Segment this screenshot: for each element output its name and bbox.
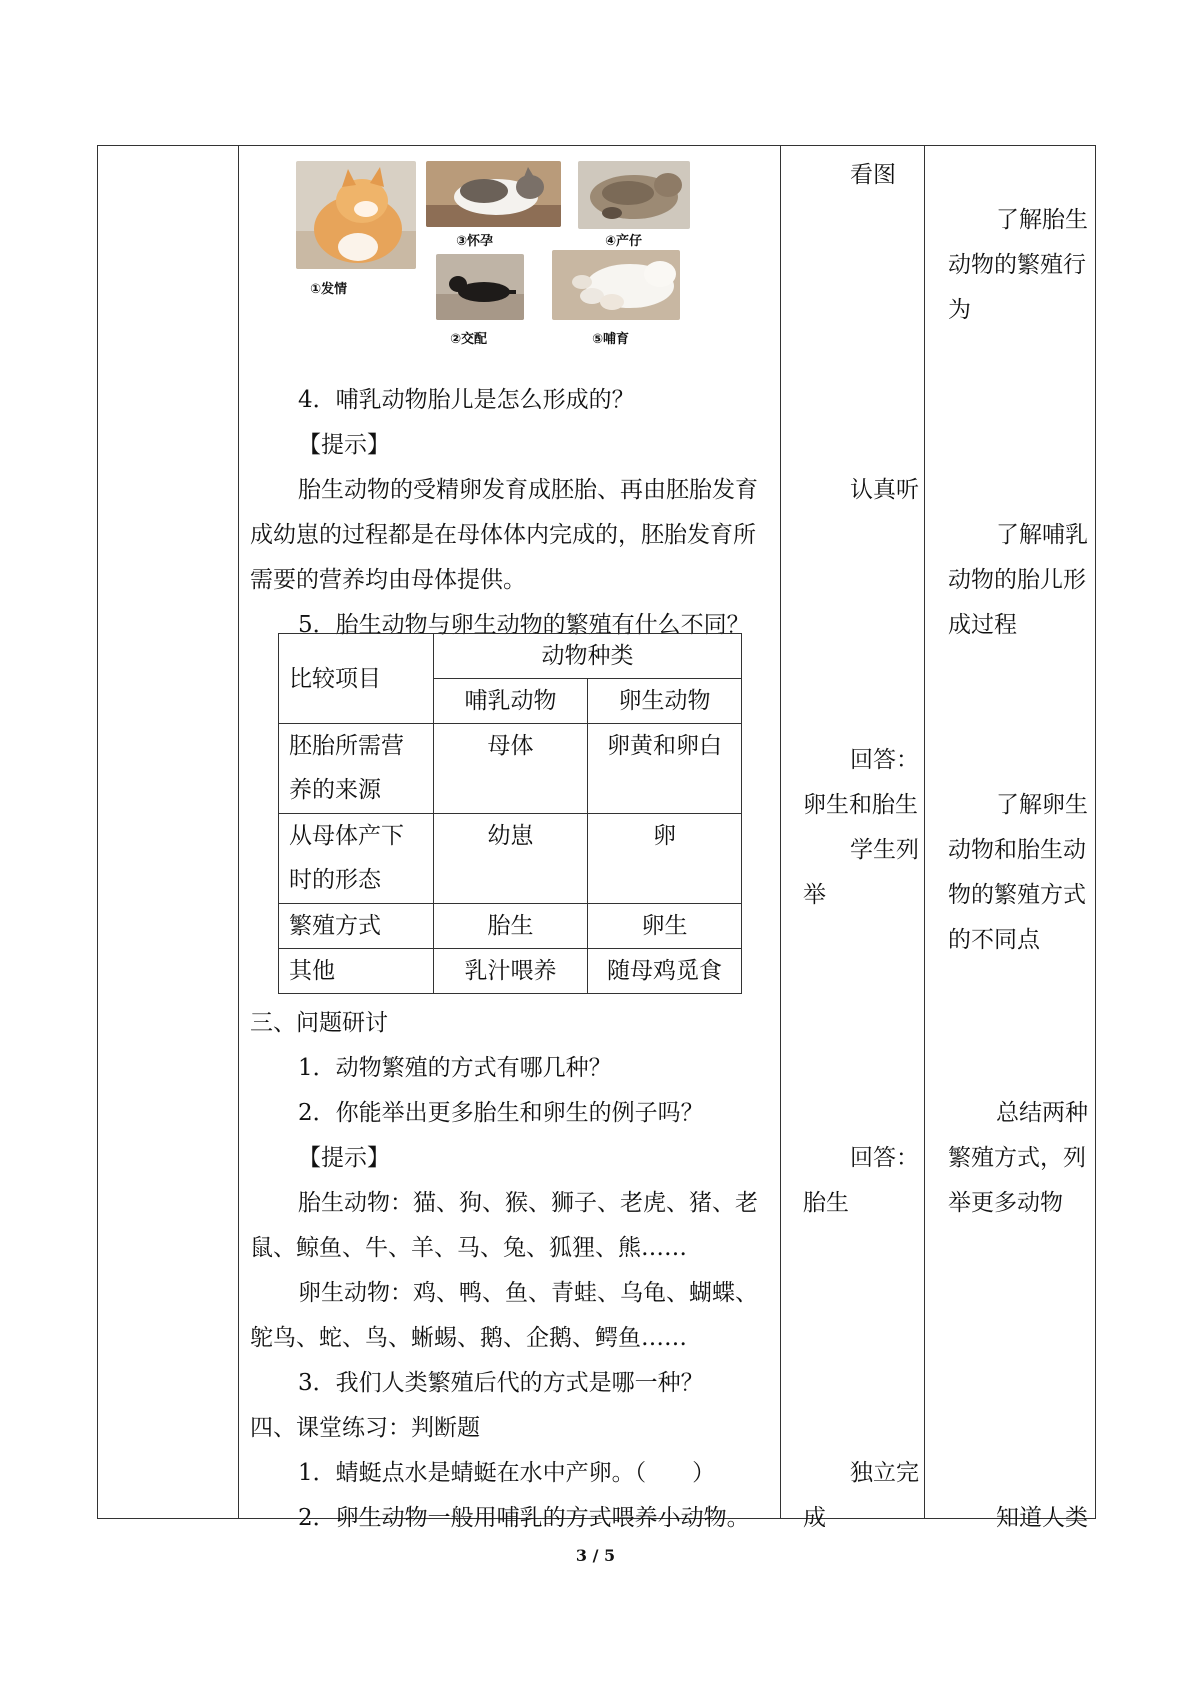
oviparous-examples: 卵生动物：鸡、鸭、鱼、青蛙、乌龟、蝴蝶、 — [298, 1280, 758, 1306]
student-activity: 成 — [803, 1505, 826, 1531]
table-cell: 母体 — [434, 724, 588, 814]
student-activity: 回答： — [850, 1145, 919, 1171]
design-intent: 总结两种 — [996, 1100, 1088, 1126]
question-4: 4．哺乳动物胎儿是怎么形成的？ — [298, 387, 635, 413]
s4-question-2: 2．卵生动物一般用哺乳的方式喂养小动物。 — [298, 1505, 750, 1531]
table-header-mammal: 哺乳动物 — [434, 679, 588, 724]
student-activity: 举 — [803, 882, 826, 908]
table-cell: 幼崽 — [434, 814, 588, 904]
cat-mating-photo — [436, 254, 524, 320]
hint-label: 【提示】 — [298, 432, 390, 458]
cat-nursing-photo — [552, 250, 680, 320]
comparison-table — [278, 633, 742, 994]
image-caption: ③怀孕 — [456, 234, 494, 249]
table-cell: 随母鸡觅食 — [588, 949, 742, 994]
design-intent: 动物的胎儿形 — [948, 567, 1086, 593]
design-intent: 为 — [948, 297, 971, 323]
s3-question-1: 1．动物繁殖的方式有哪几种？ — [298, 1055, 612, 1081]
table-row-label: 其他 — [279, 949, 434, 994]
table-header-compare: 比较项目 — [279, 634, 434, 724]
student-activity: 胎生 — [803, 1190, 849, 1216]
design-intent: 了解胎生 — [996, 207, 1088, 233]
table-row-label: 胚胎所需营 养的来源 — [279, 724, 434, 814]
student-activity: 学生列 — [850, 837, 919, 863]
page-number: 3 / 5 — [575, 1546, 616, 1565]
hint-text-line: 需要的营养均由母体提供。 — [250, 567, 526, 593]
table-cell: 卵生 — [588, 904, 742, 949]
table-header-kind: 动物种类 — [434, 634, 742, 679]
image-caption: ④产仔 — [605, 234, 643, 249]
hint-label: 【提示】 — [298, 1145, 390, 1171]
cat-birth-photo — [578, 161, 690, 229]
table-cell: 卵 — [588, 814, 742, 904]
student-activity: 回答： — [850, 747, 919, 773]
question-5: 5．胎生动物与卵生动物的繁殖有什么不同？ — [298, 612, 750, 638]
table-cell: 乳汁喂养 — [434, 949, 588, 994]
design-intent: 了解卵生 — [996, 792, 1088, 818]
table-header-oviparous: 卵生动物 — [588, 679, 742, 724]
s4-question-1: 1．蜻蜓点水是蜻蜓在水中产卵。（ ） — [298, 1460, 716, 1486]
image-caption: ②交配 — [450, 332, 488, 347]
s3-question-2: 2．你能举出更多胎生和卵生的例子吗？ — [298, 1100, 704, 1126]
student-activity: 独立完 — [850, 1460, 919, 1486]
image-caption: ①发情 — [310, 282, 348, 297]
table-row-label: 从母体产下 时的形态 — [279, 814, 434, 904]
column-divider — [238, 146, 239, 1518]
design-intent: 知道人类 — [996, 1505, 1088, 1531]
section-3-heading: 三、问题研讨 — [250, 1010, 388, 1036]
table-row-label: 繁殖方式 — [279, 904, 434, 949]
design-intent: 动物的繁殖行 — [948, 252, 1086, 278]
design-intent: 了解哺乳 — [996, 522, 1088, 548]
column-divider — [924, 146, 925, 1518]
viviparous-examples: 鼠、鲸鱼、牛、羊、马、兔、狐狸、熊…… — [250, 1235, 687, 1261]
oviparous-examples: 鸵鸟、蛇、鸟、蜥蜴、鹅、企鹅、鳄鱼…… — [250, 1325, 687, 1351]
design-intent: 的不同点 — [948, 927, 1040, 953]
table-cell: 卵黄和卵白 — [588, 724, 742, 814]
cat-pregnant-photo — [426, 161, 561, 227]
design-intent: 成过程 — [948, 612, 1017, 638]
hint-text-line: 成幼崽的过程都是在母体体内完成的，胚胎发育所 — [250, 522, 756, 548]
student-activity: 卵生和胎生 — [803, 792, 918, 818]
cat-estrus-photo — [296, 161, 416, 269]
student-activity: 看图 — [850, 162, 896, 188]
design-intent: 动物和胎生动 — [948, 837, 1086, 863]
table-cell: 胎生 — [434, 904, 588, 949]
design-intent: 繁殖方式，列 — [948, 1145, 1086, 1171]
hint-text-line: 胎生动物的受精卵发育成胚胎、再由胚胎发育 — [298, 477, 758, 503]
s3-question-3: 3．我们人类繁殖后代的方式是哪一种？ — [298, 1370, 704, 1396]
column-divider — [780, 146, 781, 1518]
viviparous-examples: 胎生动物：猫、狗、猴、狮子、老虎、猪、老 — [298, 1190, 758, 1216]
student-activity: 认真听 — [850, 477, 919, 503]
image-caption: ⑤哺育 — [592, 332, 630, 347]
section-4-heading: 四、课堂练习：判断题 — [250, 1415, 480, 1441]
design-intent: 举更多动物 — [948, 1190, 1063, 1216]
design-intent: 物的繁殖方式 — [948, 882, 1086, 908]
